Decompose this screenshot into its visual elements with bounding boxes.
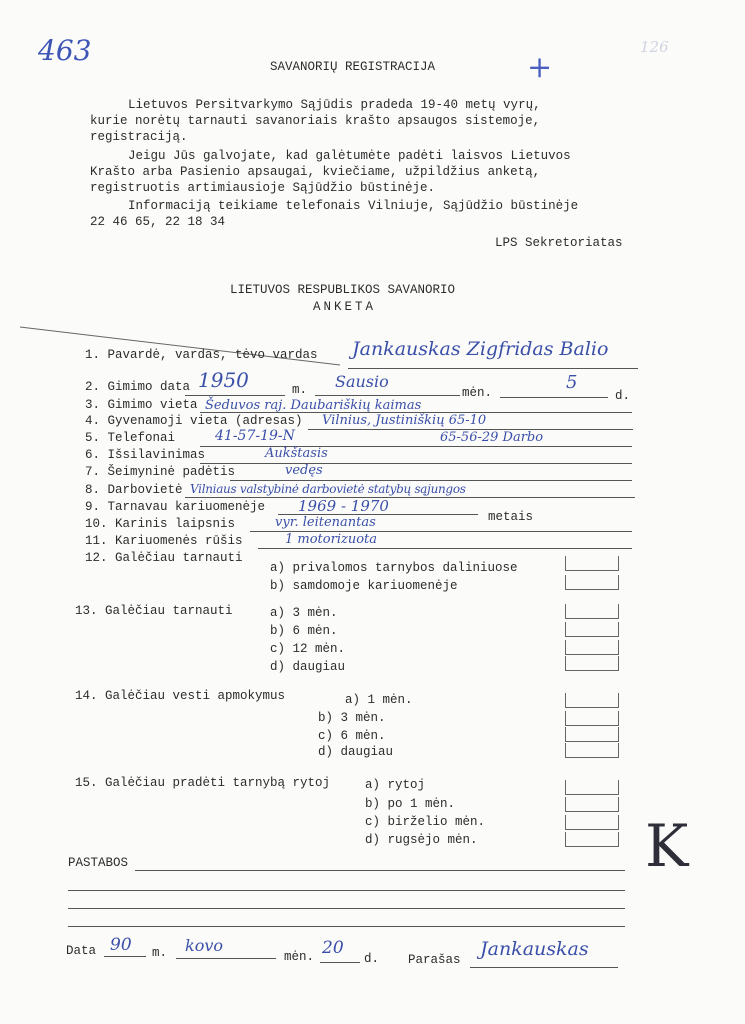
field-label: 9. Tarnavau kariuomenėje xyxy=(85,500,266,514)
handwritten-marital: vedęs xyxy=(285,463,323,478)
signature-label: Parašas xyxy=(408,953,461,967)
field-label: 1. Pavardė, vardas, tėvo vardas xyxy=(85,348,318,362)
field-unit: d. xyxy=(364,952,380,966)
field-label: 7. Šeimyninė padėtis xyxy=(85,465,236,479)
handwritten-number: 463 xyxy=(38,34,92,67)
signature-line xyxy=(470,967,618,968)
field-label: 8. Darbovietė xyxy=(85,483,183,497)
page-title: SAVANORIŲ REGISTRACIJA xyxy=(270,60,436,74)
handwritten-year: 90 xyxy=(110,935,132,955)
field-underline xyxy=(230,480,632,481)
handwritten-phone: 41-57-19-N xyxy=(215,428,295,444)
option-d: d) daugiau xyxy=(318,745,394,759)
handwritten-service-years: 1969 - 1970 xyxy=(298,497,389,515)
checkbox-d[interactable] xyxy=(565,743,619,758)
checkbox-c[interactable] xyxy=(565,815,619,830)
faint-page-number: 126 xyxy=(640,38,669,56)
checkbox-c[interactable] xyxy=(565,640,619,655)
option-b: b) po 1 mėn. xyxy=(365,797,456,811)
field-underline xyxy=(176,958,276,959)
checkbox-c[interactable] xyxy=(565,727,619,742)
paragraph-line: Lietuvos Persitvarkymo Sąjūdis pradeda 19-40 metų vyrų, xyxy=(128,98,541,112)
field-label: 4. Gyvenamoji vieta (adresas) xyxy=(85,414,303,428)
option-a: a) 3 mėn. xyxy=(270,606,338,620)
field-underline xyxy=(104,956,146,957)
checkbox-a[interactable] xyxy=(565,604,619,619)
handwritten-month: kovo xyxy=(185,936,223,955)
notes-line xyxy=(68,908,625,909)
handwritten-workplace: Vilniaus valstybinė darbovietė statybų sąjungos xyxy=(190,482,466,496)
handwritten-mark: K xyxy=(645,812,689,880)
field-unit: d. xyxy=(615,389,631,403)
field-underline xyxy=(500,397,608,398)
handwritten-phone: 65-56-29 Darbo xyxy=(440,430,544,445)
question-label: 14. Galėčiau vesti apmokymus xyxy=(75,689,286,703)
field-underline xyxy=(185,497,635,498)
option-c: c) 12 mėn. xyxy=(270,642,346,656)
field-label: 2. Gimimo data xyxy=(85,380,191,394)
field-underline xyxy=(258,548,632,549)
question-label: 12. Galėčiau tarnauti xyxy=(85,551,243,565)
pen-stroke xyxy=(0,315,360,375)
notes-line xyxy=(135,870,625,871)
handwritten-month: Sausio xyxy=(335,372,389,391)
field-underline xyxy=(348,368,638,369)
checkbox-a[interactable] xyxy=(565,556,619,571)
option-b: b) 3 mėn. xyxy=(318,711,386,725)
option-b: b) 6 mėn. xyxy=(270,624,338,638)
checkbox-a[interactable] xyxy=(565,780,619,795)
handwritten-cross: + xyxy=(527,50,553,85)
handwritten-year: 1950 xyxy=(198,368,249,392)
checkbox-b[interactable] xyxy=(565,797,619,812)
field-unit: m. xyxy=(152,946,168,960)
field-label: 5. Telefonai xyxy=(85,431,176,445)
signature-text: LPS Sekretoriatas xyxy=(495,236,623,250)
handwritten-day: 5 xyxy=(566,372,578,393)
option-a: a) 1 mėn. xyxy=(345,693,413,707)
checkbox-b[interactable] xyxy=(565,622,619,637)
option-c: c) birželio mėn. xyxy=(365,815,486,829)
option-a: a) rytoj xyxy=(365,778,426,792)
handwritten-branch: 1 motorizuota xyxy=(285,532,378,547)
notes-line xyxy=(68,926,625,927)
checkbox-d[interactable] xyxy=(565,656,619,671)
question-label: 13. Galėčiau tarnauti xyxy=(75,604,233,618)
field-label: 6. Išsilavinimas xyxy=(85,448,206,462)
handwritten-name: Jankauskas Zigfridas Balio xyxy=(352,338,609,360)
checkbox-b[interactable] xyxy=(565,575,619,590)
field-label: 10. Karinis laipsnis xyxy=(85,517,236,531)
handwritten-rank: vyr. leitenantas xyxy=(275,515,376,530)
paragraph-line: Krašto arba Pasienio apsaugai, kviečiame, užpildžius anketą, xyxy=(90,165,541,179)
option-b: b) samdomoje kariuomenėje xyxy=(270,579,458,593)
handwritten-education: Aukštasis xyxy=(265,446,328,461)
checkbox-d[interactable] xyxy=(565,832,619,847)
handwritten-birthplace: Šeduvos raj. Daubariškių kaimas xyxy=(205,398,422,413)
field-label: 3. Gimimo vieta xyxy=(85,398,198,412)
field-unit: mėn. xyxy=(462,386,493,400)
notes-line xyxy=(68,890,625,891)
checkbox-b[interactable] xyxy=(565,711,619,726)
paragraph-line: kurie norėtų tarnauti savanoriais krašto apsaugos sistemoje, xyxy=(90,114,541,128)
paragraph-line: Jeigu Jūs galvojate, kad galėtumėte padėti laisvos Lietuvos xyxy=(128,149,571,163)
field-unit: mėn. xyxy=(284,950,315,964)
field-unit: m. xyxy=(292,383,308,397)
field-underline xyxy=(185,395,285,396)
date-label: Data xyxy=(66,944,97,958)
field-underline xyxy=(320,962,360,963)
option-a: a) privalomos tarnybos daliniuose xyxy=(270,561,518,575)
question-label: 15. Galėčiau pradėti tarnybą rytoj xyxy=(75,776,331,790)
handwritten-day: 20 xyxy=(322,938,344,958)
field-underline xyxy=(200,463,632,464)
notes-label: PASTABOS xyxy=(68,856,129,870)
checkbox-a[interactable] xyxy=(565,693,619,708)
option-c: c) 6 mėn. xyxy=(318,729,386,743)
paragraph-line: registruotis artimiausioje Sąjūdžio būstinėje. xyxy=(90,181,436,195)
paragraph-line: registraciją. xyxy=(90,130,188,144)
option-d: d) rugsėjo mėn. xyxy=(365,833,478,847)
phone-numbers: 22 46 65, 22 18 34 xyxy=(90,215,226,229)
field-label: 11. Kariuomenės rūšis xyxy=(85,534,243,548)
handwritten-address: Vilnius, Justiniškių 65-10 xyxy=(322,413,487,428)
form-subtitle: ANKETA xyxy=(313,300,377,314)
field-unit: metais xyxy=(488,510,534,524)
form-title: LIETUVOS RESPUBLIKOS SAVANORIO xyxy=(230,283,456,297)
option-d: d) daugiau xyxy=(270,660,346,674)
field-underline xyxy=(315,395,460,396)
handwritten-signature: Jankauskas xyxy=(480,938,589,960)
paragraph-line: Informaciją teikiame telefonais Vilniuje, Sąjūdžio būstinėje xyxy=(128,199,579,213)
